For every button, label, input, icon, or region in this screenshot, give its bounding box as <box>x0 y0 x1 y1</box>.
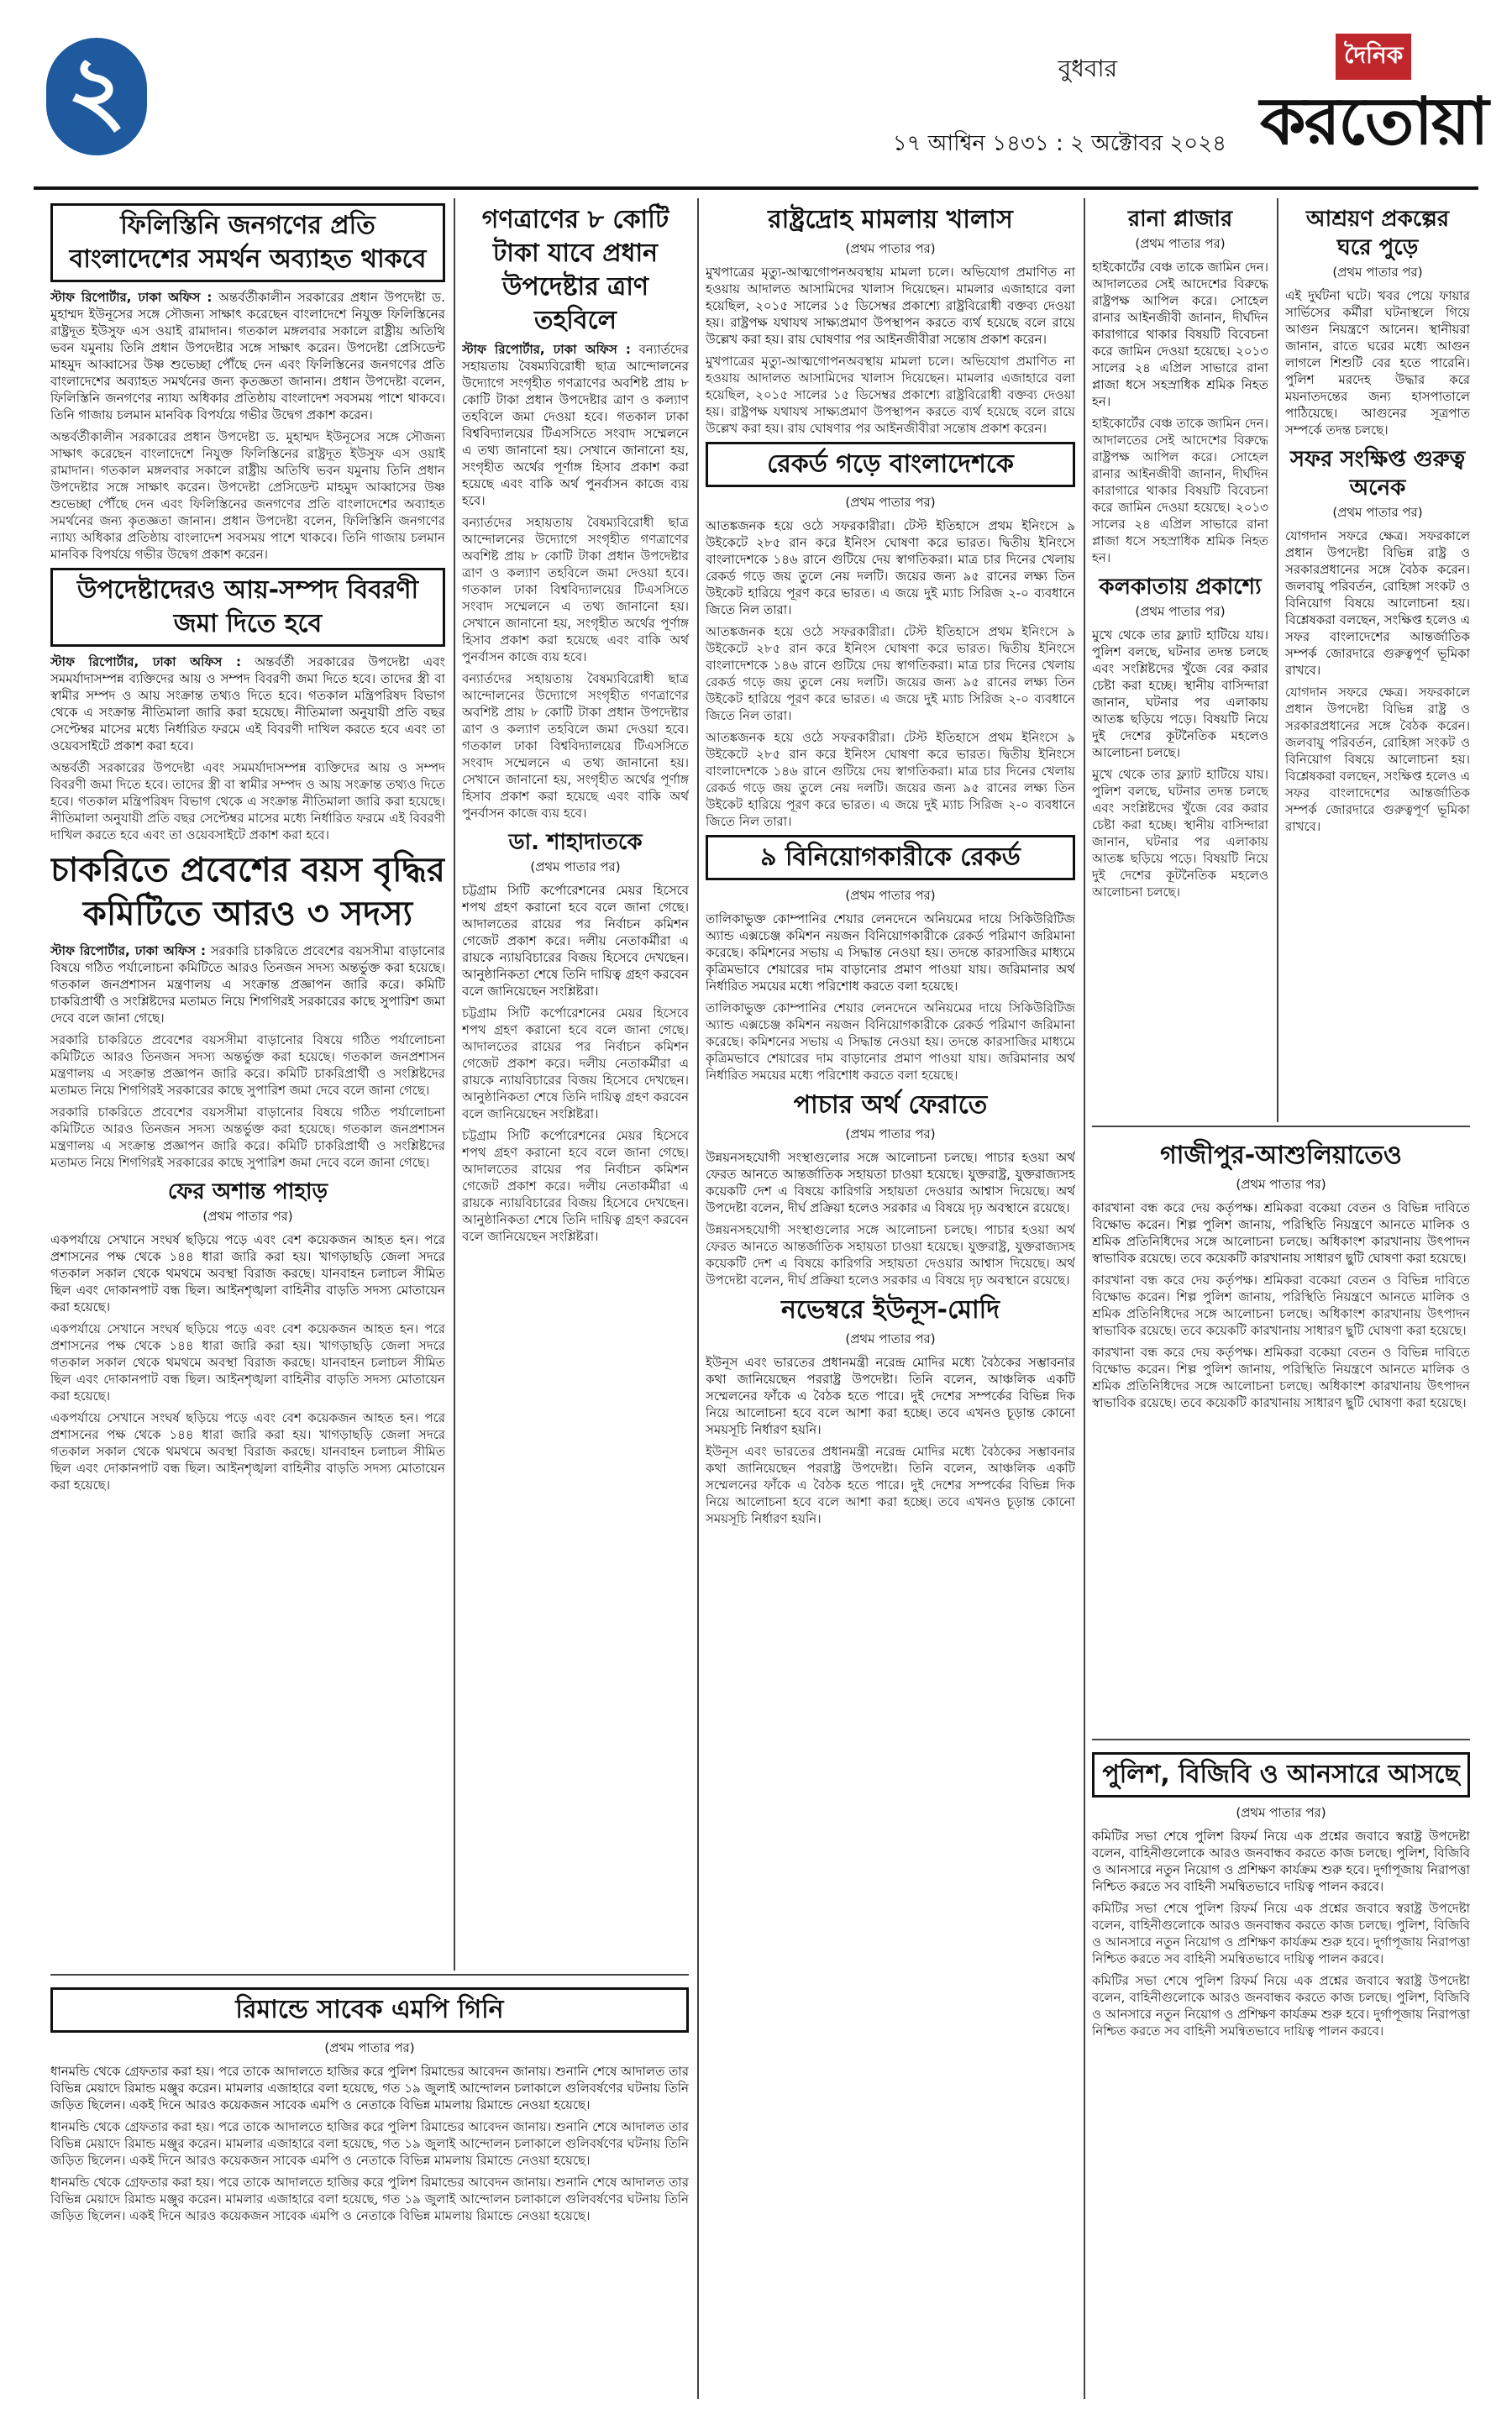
remand-block <box>50 1982 689 2402</box>
byline: স্টাফ রিপোর্টার, ঢাকা অফিস : <box>50 654 242 669</box>
story-record-bd: আতঙ্কজনক হয়ে ওঠে সফরকারীরা। টেস্ট ইতিহাসে প্রথম ইনিংসে ৯ উইকেটে ২৮৫ রান করে ইনিংস ঘোষণা করে ভারত। দ্বিতীয় ইনিংসে বাংলাদেশকে ১৪৬ রানে গুটিয়ে দেয় স্বাগতিকরা। মাত্র চার দিনের খেলায় রেকর্ড গড়ে জয় তুলে নেয় দলটি। জয়ের জন্য ৯৫ রানের লক্ষ্য তিন উইকেট হারিয়ে পূরণ করে ভারত। এ জয়ে দুই ম্যাচ সিরিজ ২-০ ব্যবধানে জিতে নিল তারা। <box>706 518 1075 617</box>
headline-shahabuddin: ডা. শাহাদাতকে <box>508 830 643 855</box>
story-body: অন্তর্বর্তী সরকারের উপদেষ্টা এবং সমমর্যাদাসম্পন্ন ব্যক্তিদের আয় ও সম্পদ বিবরণী জমা দিতে হবে। তাদের স্ত্রী বা স্বামীর সম্পদ ও আয় সংক্রান্ত তথ্যও দিতে হবে। গতকাল মন্ত্রিপরিষদ বিভাগ থেকে এ সংক্রান্ত নীতিমালা জারি করা হয়েছে। নীতিমালা অনুযায়ী প্রতি বছর সেপ্টেম্বর মাসের মধ্যে নির্ধারিত ফরমে এই বিবরণী দাখিল করতে হবে এবং তা ওয়েবসাইটে প্রকাশ করা হবে। <box>50 654 445 753</box>
story-acquitted: মুখপাত্রের মৃত্যু-আত্মগোপনঅবস্থায় মামলা চলে। অভিযোগ প্রমাণিত না হওয়ায় আদালত আসামিদের খালাস দিয়েছেন। মামলার এজাহারে বলা হয়েছিল, ২০১৫ সালের ১৫ ডিসেম্বর প্রকাশ্যে রাষ্ট্রবিরোধী বক্তব্য দেওয়া হয়। রাষ্ট্রপক্ষ যথাযথ সাক্ষ্যপ্রমাণ উপস্থাপন করতে ব্যর্থ হয়েছে বলে রায়ে উল্লেখ করা হয়। রায় ঘোষণার পর আইনজীবীরা সন্তোষ প্রকাশ করেন। <box>706 265 1075 347</box>
story-police: কমিটির সভা শেষে পুলিশ রিফর্ম নিয়ে এক প্রশ্নের জবাবে স্বরাষ্ট্র উপদেষ্টা বলেন, বাহিনীগুলোকে আরও জনবান্ধব করতে কাজ চলছে। পুলিশ, বিজিবি ও আনসারে নতুন নিয়োগ ও প্রশিক্ষণ কার্যক্রম শুরু হবে। দুর্গাপূজায় নিরাপত্তা নিশ্চিত করতে সব বাহিনী সমন্বিতভাবে দায়িত্ব পালন করবে। <box>1092 1829 1470 1894</box>
headline-hills: ফের অশান্ত পাহাড় <box>167 1179 328 1205</box>
story-age-limit <box>50 942 445 1026</box>
headline-age-limit: চাকরিতে প্রবেশের বয়স বৃদ্ধির কমিটিতে আরও ৩ সদস্য <box>50 851 445 933</box>
row-divider <box>50 1974 689 1976</box>
headline-palestine: ফিলিস্তিনি জনগণের প্রতি বাংলাদেশের সমর্থন অব্যাহত থাকবে <box>50 203 445 282</box>
headline-rana-plaza: রানা প্লাজার <box>1127 207 1233 232</box>
story-money-back-more: উন্নয়নসহযোগী সংস্থাগুলোর সঙ্গে আলোচনা চলছে। পাচার হওয়া অর্থ ফেরত আনতে আন্তর্জাতিক সহায়তা চাওয়া হয়েছে। যুক্তরাষ্ট্র, যুক্তরাজ্যসহ কয়েকটি দেশ এ বিষয়ে কারিগরি সহায়তা দেওয়ার আশ্বাস দিয়েছে। অর্থ উপদেষ্টা বলেন, দীর্ঘ প্রক্রিয়া হলেও সরকার এ বিষয়ে দৃঢ় অবস্থানে রয়েছে। <box>706 1222 1075 1288</box>
story-rana-plaza: হাইকোর্টের বেঞ্চ তাকে জামিন দেন। আদালতের সেই আদেশের বিরুদ্ধে রাষ্ট্রপক্ষ আপিল করে। সোহেল রানার আইনজীবী জানান, দীর্ঘদিন কারাগারে থাকার বিষয়টি বিবেচনা করে জামিন দেওয়া হয়েছে। ২০১৩ সালের ২৪ এপ্রিল সাভারে রানা প্লাজা ধসে সহস্রাধিক শ্রমিক নিহত হন। <box>1092 260 1268 409</box>
continued-label: (প্রথম পাতার পর) <box>1332 505 1423 520</box>
column-divider <box>454 198 455 1971</box>
story-age-limit-more: সরকারি চাকরিতে প্রবেশের বয়সসীমা বাড়ানোর বিষয়ে গঠিত পর্যালোচনা কমিটিতে আরও তিনজন সদস্য অন্তর্ভুক্ত করা হয়েছে। গতকাল জনপ্রশাসন মন্ত্রণালয় এ সংক্রান্ত প্রজ্ঞাপন জারি করে। কমিটি চাকরিপ্রার্থী ও সংশ্লিষ্টদের মতামত নিয়ে শিগগিরই সরকারের কাছে সুপারিশ জমা দেবে বলে জানা গেছে। <box>50 1032 445 1098</box>
headline-investors: ৯ বিনিয়োগকারীকে রেকর্ড <box>706 835 1075 880</box>
story-eight-crore-more: বন্যার্তদের সহায়তায় বৈষম্যবিরোধী ছাত্র আন্দোলনের উদ্যোগে সংগৃহীত গণত্রাণের অবশিষ্ট প্রায় ৮ কোটি টাকা প্রধান উপদেষ্টার ত্রাণ ও কল্যাণ তহবিলে জমা দেওয়া হবে। গতকাল ঢাকা বিশ্ববিদ্যালয়ের টিএসসিতে সংবাদ সম্মেলনে এ তথ্য জানানো হয়। সেখানে জানানো হয়, সংগৃহীত অর্থের পূর্ণাঙ্গ হিসাব প্রকাশ করা হয়েছে এবং বাকি অর্থ পুনর্বাসন কাজে ব্যয় হবে। <box>462 515 689 664</box>
page-number-badge <box>42 34 151 160</box>
headline-advisers: উপদেষ্টাদেরও আয়-সম্পদ বিবরণী জমা দিতে হবে <box>50 568 445 647</box>
story-yunus-modi: ইউনূস এবং ভারতের প্রধানমন্ত্রী নরেন্দ্র মোদির মধ্যে বৈঠকের সম্ভাবনার কথা জানিয়েছেন পররাষ্ট্র উপদেষ্টা। তিনি বলেন, আঞ্চলিক একটি সম্মেলনের ফাঁকে এ বৈঠক হতে পারে। দুই দেশের সম্পর্কের বিভিন্ন দিক নিয়ে আলোচনা হবে বলে আশা করা হচ্ছে। তবে এখনও চূড়ান্ত কোনো সময়সূচি নির্ধারণ হয়নি। <box>706 1355 1075 1437</box>
continued-label: (প্রথম পাতার পর) <box>1135 604 1226 619</box>
story-eight-crore <box>462 341 689 509</box>
story-body: অন্তর্বর্তীকালীন সরকারের প্রধান উপদেষ্টা ড. মুহাম্মদ ইউনূসের সঙ্গে সৌজন্য সাক্ষাৎ করেছেন বাংলাদেশে নিযুক্ত ফিলিস্তিনের রাষ্ট্রদূত ইউসুফ এস ওয়াই রামাদান। গতকাল মঙ্গলবার সকালে রাষ্ট্রীয় অতিথি ভবন যমুনায় তিনি প্রধান উপদেষ্টার সঙ্গে সাক্ষাৎ করেন। উপদেষ্টা প্রেসিডেন্ট মাহমুদ আব্বাসের উষ্ণ শুভেচ্ছা পৌঁছে দেন এবং ফিলিস্তিনের জনগণের প্রতি বাংলাদেশের অব্যাহত সমর্থনের জন্য কৃতজ্ঞতা জানান। প্রধান উপদেষ্টা বলেন, ফিলিস্তিনি জনগণের ন্যায্য অধিকার প্রতিষ্ঠায় বাংলাদেশ সবসময় পাশে থাকবে। তিনি গাজায় চলমান মানবিক বিপর্যয়ে গভীর উদ্বেগ প্রকাশ করেন। <box>50 290 445 422</box>
story-record-bd-more: আতঙ্কজনক হয়ে ওঠে সফরকারীরা। টেস্ট ইতিহাসে প্রথম ইনিংসে ৯ উইকেটে ২৮৫ রান করে ইনিংস ঘোষণা করে ভারত। দ্বিতীয় ইনিংসে বাংলাদেশকে ১৪৬ রানে গুটিয়ে দেয় স্বাগতিকরা। মাত্র চার দিনের খেলায় রেকর্ড গড়ে জয় তুলে নেয় দলটি। জয়ের জন্য ৯৫ রানের লক্ষ্য তিন উইকেট হারিয়ে পূরণ করে ভারত। এ জয়ে দুই ম্যাচ সিরিজ ২-০ ব্যবধানে জিতে নিল তারা। <box>706 624 1075 723</box>
story-yunus-modi-more: ইউনূস এবং ভারতের প্রধানমন্ত্রী নরেন্দ্র মোদির মধ্যে বৈঠকের সম্ভাবনার কথা জানিয়েছেন পররাষ্ট্র উপদেষ্টা। তিনি বলেন, আঞ্চলিক একটি সম্মেলনের ফাঁকে এ বৈঠক হতে পারে। দুই দেশের সম্পর্কের বিভিন্ন দিক নিয়ে আলোচনা হবে বলে আশা করা হচ্ছে। তবে এখনও চূড়ান্ত কোনো সময়সূচি নির্ধারণ হয়নি। <box>706 1444 1075 1526</box>
story-kolkata: মুখে থেকে তার ফ্ল্যাট হাটিয়ে যায়। পুলিশ বলছে, ঘটনার তদন্ত চলছে এবং সংশ্লিষ্টদের খুঁজে বের করার চেষ্টা করা হচ্ছে। স্থানীয় বাসিন্দারা জানান, ঘটনার পর এলাকায় আতঙ্ক ছড়িয়ে পড়ে। বিষয়টি নিয়ে দুই দেশের কূটনৈতিক মহলেও আলোচনা চলছে। <box>1092 627 1268 760</box>
brand-logo <box>1243 34 1488 168</box>
story-palestine <box>50 289 445 423</box>
story-gazipur-more: কারখানা বন্ধ করে দেয় কর্তৃপক্ষ। শ্রমিকরা বকেয়া বেতন ও বিভিন্ন দাবিতে বিক্ষোভ করেন। শিল্প পুলিশ জানায়, পরিস্থিতি নিয়ন্ত্রণে আনতে মালিক ও শ্রমিক প্রতিনিধিদের সঙ্গে আলোচনা চলছে। অধিকাংশ কারখানায় উৎপাদন স্বাভাবিক রয়েছে। তবে কয়েকটি কারখানায় সাধারণ ছুটি ঘোষণা করা হয়েছে। <box>1092 1273 1470 1338</box>
story-remand-more-2: ধানমন্ডি থেকে গ্রেফতার করা হয়। পরে তাকে আদালতে হাজির করে পুলিশ রিমান্ডের আবেদন জানায়। শুনানি শেষে আদালত তার বিভিন্ন মেয়াদে রিমান্ড মঞ্জুর করেন। মামলার এজাহারে বলা হয়েছে, গত ১৯ জুলাই আন্দোলন চলাকালে গুলিবর্ষণের ঘটনায় তিনি জড়িত ছিলেন। একই দিনে আরও কয়েকজন সাবেক এমপি ও নেতাকে বিভিন্ন মামলায় রিমান্ডে নেওয়া হয়েছে। <box>50 2175 689 2223</box>
headline-kolkata: কলকাতায় প্রকাশ্যে <box>1099 575 1262 600</box>
continued-label: (প্রথম পাতার পর) <box>845 1126 936 1142</box>
story-trips-more: যোগদান সফরে ক্ষেত্র। সফরকালে প্রধান উপদেষ্টা বিভিন্ন রাষ্ট্র ও সরকারপ্রধানের সঙ্গে বৈঠক করেন। জলবায়ু পরিবর্তন, রোহিঙ্গা সংকট ও বিনিয়োগ বিষয়ে আলোচনা হয়। বিশ্লেষকরা বলছেন, সংক্ষিপ্ত হলেও এ সফর বাংলাদেশের আন্তর্জাতিক সম্পর্ক জোরদারে গুরুত্বপূর্ণ ভূমিকা রাখবে। <box>1285 685 1470 834</box>
headline-acquitted: রাষ্ট্রদ্রোহ মামলায় খালাস <box>768 205 1013 234</box>
story-shahabuddin: চট্টগ্রাম সিটি কর্পোরেশনের মেয়র হিসেবে শপথ গ্রহণ করানো হবে বলে জানা গেছে। আদালতের রায়ের পর নির্বাচন কমিশন গেজেট প্রকাশ করে। দলীয় নেতাকর্মীরা এ রায়কে ন্যায়বিচারের বিজয় হিসেবে দেখছেন। আনুষ্ঠানিকতা শেষে তিনি দায়িত্ব গ্রহণ করবেন বলে জানিয়েছেন সংশ্লিষ্টরা। <box>462 883 689 999</box>
continued-label: (প্রথম পাতার পর) <box>1332 265 1423 280</box>
story-investors-more: তালিকাভুক্ত কোম্পানির শেয়ার লেনদেনে অনিয়মের দায়ে সিকিউরিটিজ অ্যান্ড এক্সচেঞ্জ কমিশন নয়জন বিনিয়োগকারীকে রেকর্ড পরিমাণ জরিমানা করেছে। কমিশনের সভায় এ সিদ্ধান্ত নেওয়া হয়। তদন্তে কারসাজির মাধ্যমে কৃত্রিমভাবে শেয়ারের দাম বাড়ানোর প্রমাণ পাওয়া যায়। জরিমানার অর্থ নির্ধারিত সময়ের মধ্যে পরিশোধ করতে বলা হয়েছে। <box>706 1000 1075 1083</box>
story-hills-more: একপর্যায়ে সেখানে সংঘর্ষ ছড়িয়ে পড়ে এবং বেশ কয়েকজন আহত হন। পরে প্রশাসনের পক্ষ থেকে ১৪৪ ধারা জারি করা হয়। খাগড়াছড়ি জেলা সদরে গতকাল সকাল থেকে থমথমে অবস্থা বিরাজ করছে। যানবাহন চলাচল সীমিত ছিল এবং দোকানপাট বন্ধ ছিল। আইনশৃঙ্খলা বাহিনীর বাড়তি সদস্য মোতায়েন করা হয়েছে। <box>50 1321 445 1404</box>
headline-remand: রিমান্ডে সাবেক এমপি গিনি <box>50 1987 689 2033</box>
story-body: সরকারি চাকরিতে প্রবেশের বয়সসীমা বাড়ানোর বিষয়ে গঠিত পর্যালোচনা কমিটিতে আরও তিনজন সদস্য অন্তর্ভুক্ত করা হয়েছে। গতকাল জনপ্রশাসন মন্ত্রণালয় এ সংক্রান্ত প্রজ্ঞাপন জারি করে। কমিটি চাকরিপ্রার্থী ও সংশ্লিষ্টদের মতামত নিয়ে শিগগিরই সরকারের কাছে সুপারিশ জমা দেবে বলে জানা গেছে। <box>50 943 445 1026</box>
dateline: ১৭ আশ্বিন ১৪৩১ : ২ অক্টোবর ২০২৪ <box>892 131 1226 156</box>
brand-main: করতোয়া <box>1260 83 1488 160</box>
continued-label: (প্রথম পাতার পর) <box>1135 236 1226 251</box>
headline-eight-crore: গণত্রাণের ৮ কোটি টাকা যাবে প্রধান উপদেষ্টার ত্রাণ তহবিলে <box>481 205 669 335</box>
story-gazipur-more-2: কারখানা বন্ধ করে দেয় কর্তৃপক্ষ। শ্রমিকরা বকেয়া বেতন ও বিভিন্ন দাবিতে বিক্ষোভ করেন। শিল্প পুলিশ জানায়, পরিস্থিতি নিয়ন্ত্রণে আনতে মালিক ও শ্রমিক প্রতিনিধিদের সঙ্গে আলোচনা চলছে। অধিকাংশ কারখানায় উৎপাদন স্বাভাবিক রয়েছে। তবে কয়েকটি কারখানায় সাধারণ ছুটি ঘোষণা করা হয়েছে। <box>1092 1345 1470 1410</box>
story-shahabuddin-more-2: চট্টগ্রাম সিটি কর্পোরেশনের মেয়র হিসেবে শপথ গ্রহণ করানো হবে বলে জানা গেছে। আদালতের রায়ের পর নির্বাচন কমিশন গেজেট প্রকাশ করে। দলীয় নেতাকর্মীরা এ রায়কে ন্যায়বিচারের বিজয় হিসেবে দেখছেন। আনুষ্ঠানিকতা শেষে তিনি দায়িত্ব গ্রহণ করবেন বলে জানিয়েছেন সংশ্লিষ্টরা। <box>462 1128 689 1244</box>
column-divider <box>1084 198 1085 2399</box>
column-5 <box>1285 198 1470 1122</box>
story-advisers <box>50 653 445 754</box>
column-3 <box>706 198 1075 2399</box>
headline-money-back: পাচার অর্থ ফেরাতে <box>793 1090 988 1120</box>
headline-police: পুলিশ, বিজিবি ও আনসারে আসছে <box>1092 1752 1470 1798</box>
story-eight-crore-more-2: বন্যার্তদের সহায়তায় বৈষম্যবিরোধী ছাত্র আন্দোলনের উদ্যোগে সংগৃহীত গণত্রাণের অবশিষ্ট প্রায় ৮ কোটি টাকা প্রধান উপদেষ্টার ত্রাণ ও কল্যাণ তহবিলে জমা দেওয়া হবে। গতকাল ঢাকা বিশ্ববিদ্যালয়ের টিএসসিতে সংবাদ সম্মেলনে এ তথ্য জানানো হয়। সেখানে জানানো হয়, সংগৃহীত অর্থের পূর্ণাঙ্গ হিসাব প্রকাশ করা হয়েছে এবং বাকি অর্থ পুনর্বাসন কাজে ব্যয় হবে। <box>462 671 689 821</box>
continued-label: (প্রথম পাতার পর) <box>324 2040 415 2055</box>
row-divider <box>1092 1739 1470 1740</box>
story-trips: যোগদান সফরে ক্ষেত্র। সফরকালে প্রধান উপদেষ্টা বিভিন্ন রাষ্ট্র ও সরকারপ্রধানের সঙ্গে বৈঠক করেন। জলবায়ু পরিবর্তন, রোহিঙ্গা সংকট ও বিনিয়োগ বিষয়ে আলোচনা হয়। বিশ্লেষকরা বলছেন, সংক্ষিপ্ত হলেও এ সফর বাংলাদেশের আন্তর্জাতিক সম্পর্ক জোরদারে গুরুত্বপূর্ণ ভূমিকা রাখবে। <box>1285 528 1470 678</box>
story-palestine-more: অন্তর্বর্তীকালীন সরকারের প্রধান উপদেষ্টা ড. মুহাম্মদ ইউনূসের সঙ্গে সৌজন্য সাক্ষাৎ করেছেন বাংলাদেশে নিযুক্ত ফিলিস্তিনের রাষ্ট্রদূত ইউসুফ এস ওয়াই রামাদান। গতকাল মঙ্গলবার সকালে রাষ্ট্রীয় অতিথি ভবন যমুনায় তিনি প্রধান উপদেষ্টার সঙ্গে সাক্ষাৎ করেন। উপদেষ্টা প্রেসিডেন্ট মাহমুদ আব্বাসের উষ্ণ শুভেচ্ছা পৌঁছে দেন এবং ফিলিস্তিনের জনগণের প্রতি বাংলাদেশের অব্যাহত সমর্থনের জন্য কৃতজ্ঞতা জানান। প্রধান উপদেষ্টা বলেন, ফিলিস্তিনি জনগণের ন্যায্য অধিকার প্রতিষ্ঠায় বাংলাদেশ সবসময় পাশে থাকবে। তিনি গাজায় চলমান মানবিক বিপর্যয়ে গভীর উদ্বেগ প্রকাশ করেন। <box>50 429 445 562</box>
continued-label: (প্রথম পাতার পর) <box>1236 1177 1326 1192</box>
story-age-limit-more-2: সরকারি চাকরিতে প্রবেশের বয়সসীমা বাড়ানোর বিষয়ে গঠিত পর্যালোচনা কমিটিতে আরও তিনজন সদস্য অন্তর্ভুক্ত করা হয়েছে। গতকাল জনপ্রশাসন মন্ত্রণালয় এ সংক্রান্ত প্রজ্ঞাপন জারি করে। কমিটি চাকরিপ্রার্থী ও সংশ্লিষ্টদের মতামত নিয়ে শিগগিরই সরকারের কাছে সুপারিশ জমা দেবে বলে জানা গেছে। <box>50 1105 445 1170</box>
story-shahabuddin-more: চট্টগ্রাম সিটি কর্পোরেশনের মেয়র হিসেবে শপথ গ্রহণ করানো হবে বলে জানা গেছে। আদালতের রায়ের পর নির্বাচন কমিশন গেজেট প্রকাশ করে। দলীয় নেতাকর্মীরা এ রায়কে ন্যায়বিচারের বিজয় হিসেবে দেখছেন। আনুষ্ঠানিকতা শেষে তিনি দায়িত্ব গ্রহণ করবেন বলে জানিয়েছেন সংশ্লিষ্টরা। <box>462 1005 689 1121</box>
story-acquitted-more: মুখপাত্রের মৃত্যু-আত্মগোপনঅবস্থায় মামলা চলে। অভিযোগ প্রমাণিত না হওয়ায় আদালত আসামিদের খালাস দিয়েছেন। মামলার এজাহারে বলা হয়েছিল, ২০১৫ সালের ১৫ ডিসেম্বর প্রকাশ্যে রাষ্ট্রবিরোধী বক্তব্য দেওয়া হয়। রাষ্ট্রপক্ষ যথাযথ সাক্ষ্যপ্রমাণ উপস্থাপন করতে ব্যর্থ হয়েছে বলে রায়ে উল্লেখ করা হয়। রায় ঘোষণার পর আইনজীবীরা সন্তোষ প্রকাশ করেন। <box>706 354 1075 436</box>
masthead <box>34 17 1488 185</box>
story-kolkata-more: মুখে থেকে তার ফ্ল্যাট হাটিয়ে যায়। পুলিশ বলছে, ঘটনার তদন্ত চলছে এবং সংশ্লিষ্টদের খুঁজে বের করার চেষ্টা করা হচ্ছে। স্থানীয় বাসিন্দারা জানান, ঘটনার পর এলাকায় আতঙ্ক ছড়িয়ে পড়ে। বিষয়টি নিয়ে দুই দেশের কূটনৈতিক মহলেও আলোচনা চলছে। <box>1092 767 1268 900</box>
byline: স্টাফ রিপোর্টার, ঢাকা অফিস : <box>50 290 213 305</box>
column-2 <box>462 198 689 1962</box>
story-shelter: এই দুর্ঘটনা ঘটে। খবর পেয়ে ফায়ার সার্ভিসের কর্মীরা ঘটনাস্থলে গিয়ে আগুন নিয়ন্ত্রণে আনেন। স্থানীয়রা জানান, রাতে ঘরের মধ্যে আগুন লাগলে শিশুটি বের হতে পারেনি। পুলিশ মরদেহ উদ্ধার করে ময়নাতদন্তের জন্য হাসপাতালে পাঠিয়েছে। আগুনের সূত্রপাত সম্পর্কে তদন্ত চলছে। <box>1285 288 1470 438</box>
masthead-rule <box>34 186 1478 190</box>
brand-small: দৈনিক <box>1336 34 1411 80</box>
continued-label: (প্রথম পাতার পর) <box>202 1209 293 1224</box>
story-police-more-2: কমিটির সভা শেষে পুলিশ রিফর্ম নিয়ে এক প্রশ্নের জবাবে স্বরাষ্ট্র উপদেষ্টা বলেন, বাহিনীগুলোকে আরও জনবান্ধব করতে কাজ চলছে। পুলিশ, বিজিবি ও আনসারে নতুন নিয়োগ ও প্রশিক্ষণ কার্যক্রম শুরু হবে। দুর্গাপূজায় নিরাপত্তা নিশ্চিত করতে সব বাহিনী সমন্বিতভাবে দায়িত্ব পালন করবে। <box>1092 1973 1470 2039</box>
story-gazipur: কারখানা বন্ধ করে দেয় কর্তৃপক্ষ। শ্রমিকরা বকেয়া বেতন ও বিভিন্ন দাবিতে বিক্ষোভ করেন। শিল্প পুলিশ জানায়, পরিস্থিতি নিয়ন্ত্রণে আনতে মালিক ও শ্রমিক প্রতিনিধিদের সঙ্গে আলোচনা চলছে। অধিকাংশ কারখানায় উৎপাদন স্বাভাবিক রয়েছে। তবে কয়েকটি কারখানায় সাধারণ ছুটি ঘোষণা করা হয়েছে। <box>1092 1200 1470 1266</box>
story-record-bd-more-2: আতঙ্কজনক হয়ে ওঠে সফরকারীরা। টেস্ট ইতিহাসে প্রথম ইনিংসে ৯ উইকেটে ২৮৫ রান করে ইনিংস ঘোষণা করে ভারত। দ্বিতীয় ইনিংসে বাংলাদেশকে ১৪৬ রানে গুটিয়ে দেয় স্বাগতিকরা। মাত্র চার দিনের খেলায় রেকর্ড গড়ে জয় তুলে নেয় দলটি। জয়ের জন্য ৯৫ রানের লক্ষ্য তিন উইকেট হারিয়ে পূরণ করে ভারত। এ জয়ে দুই ম্যাচ সিরিজ ২-০ ব্যবধানে জিতে নিল তারা। <box>706 730 1075 829</box>
story-hills: একপর্যায়ে সেখানে সংঘর্ষ ছড়িয়ে পড়ে এবং বেশ কয়েকজন আহত হন। পরে প্রশাসনের পক্ষ থেকে ১৪৪ ধারা জারি করা হয়। খাগড়াছড়ি জেলা সদরে গতকাল সকাল থেকে থমথমে অবস্থা বিরাজ করছে। যানবাহন চলাচল সীমিত ছিল এবং দোকানপাট বন্ধ ছিল। আইনশৃঙ্খলা বাহিনীর বাড়তি সদস্য মোতায়েন করা হয়েছে। <box>50 1232 445 1315</box>
column-divider <box>1277 198 1278 1122</box>
weekday: বুধবার <box>1058 55 1117 82</box>
story-hills-more-2: একপর্যায়ে সেখানে সংঘর্ষ ছড়িয়ে পড়ে এবং বেশ কয়েকজন আহত হন। পরে প্রশাসনের পক্ষ থেকে ১৪৪ ধারা জারি করা হয়। খাগড়াছড়ি জেলা সদরে গতকাল সকাল থেকে থমথমে অবস্থা বিরাজ করছে। যানবাহন চলাচল সীমিত ছিল এবং দোকানপাট বন্ধ ছিল। আইনশৃঙ্খলা বাহিনীর বাড়তি সদস্য মোতায়েন করা হয়েছে। <box>50 1410 445 1493</box>
headline-record-bd: রেকর্ড গড়ে বাংলাদেশকে <box>706 442 1075 487</box>
story-police-more: কমিটির সভা শেষে পুলিশ রিফর্ম নিয়ে এক প্রশ্নের জবাবে স্বরাষ্ট্র উপদেষ্টা বলেন, বাহিনীগুলোকে আরও জনবান্ধব করতে কাজ চলছে। পুলিশ, বিজিবি ও আনসারে নতুন নিয়োগ ও প্রশিক্ষণ কার্যক্রম শুরু হবে। দুর্গাপূজায় নিরাপত্তা নিশ্চিত করতে সব বাহিনী সমন্বিতভাবে দায়িত্ব পালন করবে। <box>1092 1901 1470 1966</box>
byline: স্টাফ রিপোর্টার, ঢাকা অফিস : <box>50 943 207 958</box>
headline-trips: সফর সংক্ষিপ্ত গুরুত্ব অনেক <box>1289 447 1466 501</box>
story-body: বন্যার্তদের সহায়তায় বৈষম্যবিরোধী ছাত্র আন্দোলনের উদ্যোগে সংগৃহীত গণত্রাণের অবশিষ্ট প্রায় ৮ কোটি টাকা প্রধান উপদেষ্টার ত্রাণ ও কল্যাণ তহবিলে জমা দেওয়া হবে। গতকাল ঢাকা বিশ্ববিদ্যালয়ের টিএসসিতে সংবাদ সম্মেলনে এ তথ্য জানানো হয়। সেখানে জানানো হয়, সংগৃহীত অর্থের পূর্ণাঙ্গ হিসাব প্রকাশ করা হয়েছে এবং বাকি অর্থ পুনর্বাসন কাজে ব্যয় হবে। <box>462 342 689 508</box>
headline-shelter: আশ্রয়ণ প্রকল্পের ঘরে পুড়ে <box>1305 207 1450 260</box>
row-divider <box>1092 1126 1470 1127</box>
story-remand-more: ধানমন্ডি থেকে গ্রেফতার করা হয়। পরে তাকে আদালতে হাজির করে পুলিশ রিমান্ডের আবেদন জানায়। শুনানি শেষে আদালত তার বিভিন্ন মেয়াদে রিমান্ড মঞ্জুর করেন। মামলার এজাহারে বলা হয়েছে, গত ১৯ জুলাই আন্দোলন চলাকালে গুলিবর্ষণের ঘটনায় তিনি জড়িত ছিলেন। একই দিনে আরও কয়েকজন সাবেক এমপি ও নেতাকে বিভিন্ন মামলায় রিমান্ডে নেওয়া হয়েছে। <box>50 2119 689 2168</box>
story-advisers-more: অন্তর্বর্তী সরকারের উপদেষ্টা এবং সমমর্যাদাসম্পন্ন ব্যক্তিদের আয় ও সম্পদ বিবরণী জমা দিতে হবে। তাদের স্ত্রী বা স্বামীর সম্পদ ও আয় সংক্রান্ত তথ্যও দিতে হবে। গতকাল মন্ত্রিপরিষদ বিভাগ থেকে এ সংক্রান্ত নীতিমালা জারি করা হয়েছে। নীতিমালা অনুযায়ী প্রতি বছর সেপ্টেম্বর মাসের মধ্যে নির্ধারিত ফরমে এই বিবরণী দাখিল করতে হবে এবং তা ওয়েবসাইটে প্রকাশ করা হবে। <box>50 760 445 842</box>
byline: স্টাফ রিপোর্টার, ঢাকা অফিস : <box>462 342 631 357</box>
police-block <box>1092 1747 1470 2402</box>
column-divider <box>697 198 699 2399</box>
story-remand: ধানমন্ডি থেকে গ্রেফতার করা হয়। পরে তাকে আদালতে হাজির করে পুলিশ রিমান্ডের আবেদন জানায়। শুনানি শেষে আদালত তার বিভিন্ন মেয়াদে রিমান্ড মঞ্জুর করেন। মামলার এজাহারে বলা হয়েছে, গত ১৯ জুলাই আন্দোলন চলাকালে গুলিবর্ষণের ঘটনায় তিনি জড়িত ছিলেন। একই দিনে আরও কয়েকজন সাবেক এমপি ও নেতাকে বিভিন্ন মামলায় রিমান্ডে নেওয়া হয়েছে। <box>50 2064 689 2112</box>
continued-label: (প্রথম পাতার পর) <box>530 859 621 874</box>
headline-gazipur: গাজীপুর-আশুলিয়াতেও <box>1160 1141 1402 1170</box>
continued-label: (প্রথম পাতার পর) <box>845 1331 936 1346</box>
story-investors: তালিকাভুক্ত কোম্পানির শেয়ার লেনদেনে অনিয়মের দায়ে সিকিউরিটিজ অ্যান্ড এক্সচেঞ্জ কমিশন নয়জন বিনিয়োগকারীকে রেকর্ড পরিমাণ জরিমানা করেছে। কমিশনের সভায় এ সিদ্ধান্ত নেওয়া হয়। তদন্তে কারসাজির মাধ্যমে কৃত্রিমভাবে শেয়ারের দাম বাড়ানোর প্রমাণ পাওয়া যায়। জরিমানার অর্থ নির্ধারিত সময়ের মধ্যে পরিশোধ করতে বলা হয়েছে। <box>706 911 1075 994</box>
story-rana-plaza-more: হাইকোর্টের বেঞ্চ তাকে জামিন দেন। আদালতের সেই আদেশের বিরুদ্ধে রাষ্ট্রপক্ষ আপিল করে। সোহেল রানার আইনজীবী জানান, দীর্ঘদিন কারাগারে থাকার বিষয়টি বিবেচনা করে জামিন দেওয়া হয়েছে। ২০১৩ সালের ২৪ এপ্রিল সাভারে রানা প্লাজা ধসে সহস্রাধিক শ্রমিক নিহত হন। <box>1092 416 1268 565</box>
continued-label: (প্রথম পাতার পর) <box>845 495 936 510</box>
continued-label: (প্রথম পাতার পর) <box>845 241 936 256</box>
story-money-back: উন্নয়নসহযোগী সংস্থাগুলোর সঙ্গে আলোচনা চলছে। পাচার হওয়া অর্থ ফেরত আনতে আন্তর্জাতিক সহায়তা চাওয়া হয়েছে। যুক্তরাষ্ট্র, যুক্তরাজ্যসহ কয়েকটি দেশ এ বিষয়ে কারিগরি সহায়তা দেওয়ার আশ্বাস দিয়েছে। অর্থ উপদেষ্টা বলেন, দীর্ঘ প্রক্রিয়া হলেও সরকার এ বিষয়ে দৃঢ় অবস্থানে রয়েছে। <box>706 1150 1075 1215</box>
page-number: ২ <box>46 38 147 155</box>
headline-yunus-modi: নভেম্বরে ইউনূস-মোদি <box>780 1295 1000 1325</box>
gazipur-block <box>1092 1134 1470 1722</box>
continued-label: (প্রথম পাতার পর) <box>845 888 936 903</box>
continued-label: (প্রথম পাতার পর) <box>1236 1805 1326 1820</box>
